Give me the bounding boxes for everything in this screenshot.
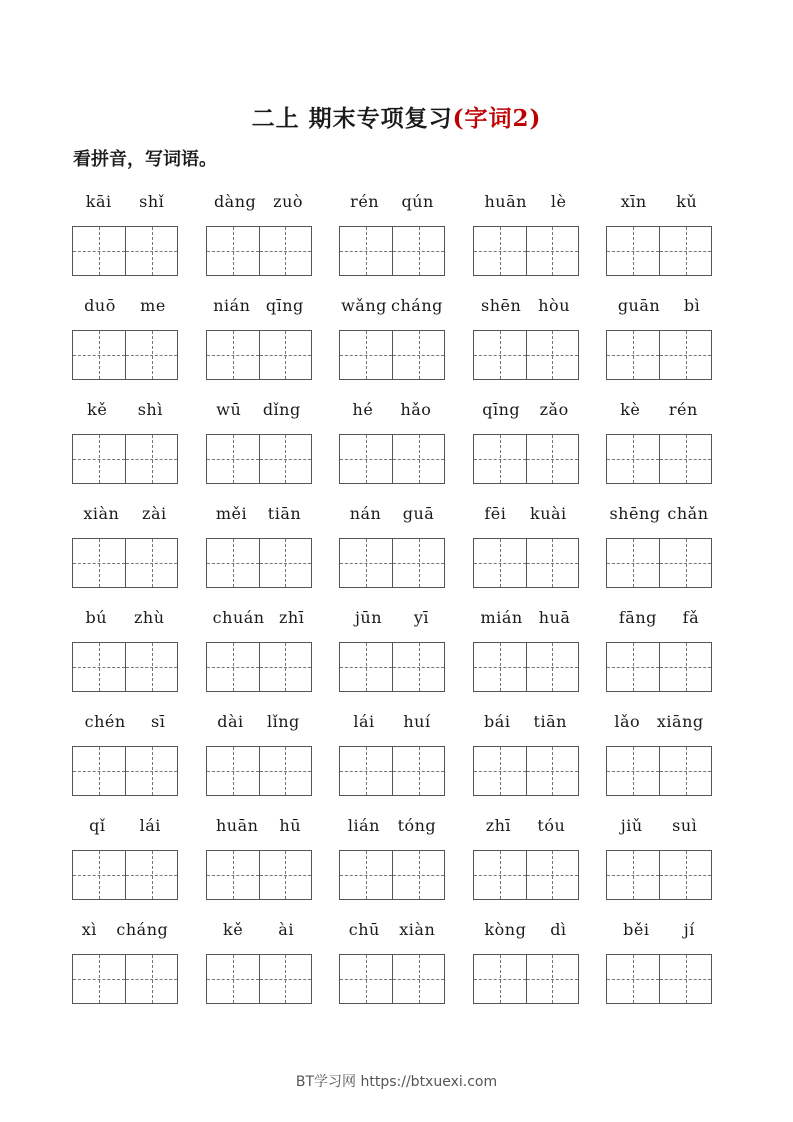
writing-box[interactable] <box>207 227 259 275</box>
pinyin-syllable: fǎ <box>682 607 700 627</box>
pinyin-label <box>606 394 712 424</box>
pinyin-syllable: huā <box>538 607 571 627</box>
writing-grid <box>606 746 712 796</box>
writing-grid <box>72 642 178 692</box>
pinyin-syllable: tóng <box>397 815 437 835</box>
pinyin-syllable: zhī <box>485 815 512 835</box>
pinyin-syllable: kè <box>620 399 641 419</box>
pinyin-syllable: xiàn <box>399 919 436 939</box>
writing-grid <box>72 954 178 1004</box>
exercise-item <box>606 186 712 290</box>
writing-box[interactable] <box>526 747 578 795</box>
pinyin-label <box>606 706 712 736</box>
pinyin-syllable: lián <box>347 815 380 835</box>
writing-box[interactable] <box>392 747 444 795</box>
writing-box[interactable] <box>259 331 311 379</box>
exercise-item <box>339 706 445 810</box>
pinyin-syllable: lái <box>139 815 161 835</box>
pinyin-syllable: nián <box>213 295 251 315</box>
pinyin-label <box>339 914 445 944</box>
pinyin-label <box>72 290 178 320</box>
writing-grid <box>473 746 579 796</box>
pinyin-label <box>606 498 712 528</box>
writing-grid <box>206 954 312 1004</box>
pinyin-syllable: xì <box>81 919 97 939</box>
exercise-item <box>473 498 579 602</box>
writing-grid <box>606 642 712 692</box>
writing-box[interactable] <box>392 643 444 691</box>
pinyin-label <box>72 186 178 216</box>
writing-box[interactable] <box>125 227 177 275</box>
writing-grid <box>339 850 445 900</box>
pinyin-syllable: hū <box>279 815 302 835</box>
pinyin-label <box>206 914 312 944</box>
pinyin-syllable: suì <box>672 815 698 835</box>
writing-box[interactable] <box>526 539 578 587</box>
writing-grid <box>72 330 178 380</box>
pinyin-syllable: hé <box>352 399 374 419</box>
exercise-item <box>206 186 312 290</box>
pinyin-syllable: cháng <box>391 295 443 315</box>
writing-box[interactable] <box>526 851 578 899</box>
pinyin-syllable: bú <box>85 607 108 627</box>
writing-grid <box>206 538 312 588</box>
pinyin-syllable: jiǔ <box>620 815 643 835</box>
writing-box[interactable] <box>607 747 659 795</box>
pinyin-syllable: zuò <box>273 191 304 211</box>
exercise-item <box>606 810 712 914</box>
exercise-item <box>606 394 712 498</box>
pinyin-label <box>473 394 579 424</box>
writing-grid <box>606 850 712 900</box>
pinyin-syllable: chū <box>348 919 380 939</box>
writing-box[interactable] <box>526 643 578 691</box>
exercise-row <box>72 602 712 706</box>
pinyin-syllable: kǔ <box>676 191 698 211</box>
pinyin-syllable: wū <box>216 399 242 419</box>
writing-box[interactable] <box>340 851 392 899</box>
exercise-item <box>72 706 178 810</box>
exercise-item <box>473 706 579 810</box>
pinyin-syllable: qún <box>401 191 434 211</box>
footer-watermark: BT学习网 https://btxuexi.com <box>295 1074 498 1090</box>
pinyin-syllable: shì <box>137 399 163 419</box>
pinyin-syllable: lǎo <box>614 711 641 731</box>
pinyin-label <box>339 186 445 216</box>
pinyin-syllable: běi <box>623 919 650 939</box>
exercise-item <box>206 706 312 810</box>
pinyin-label <box>72 602 178 632</box>
writing-box[interactable] <box>526 955 578 1003</box>
writing-box[interactable] <box>607 539 659 587</box>
pinyin-syllable: dàng <box>213 191 257 211</box>
writing-grid <box>339 642 445 692</box>
pinyin-label <box>339 394 445 424</box>
writing-box[interactable] <box>392 227 444 275</box>
writing-box[interactable] <box>392 435 444 483</box>
pinyin-label <box>206 394 312 424</box>
exercise-item <box>606 914 712 1018</box>
writing-grid <box>606 226 712 276</box>
writing-grid <box>339 226 445 276</box>
pinyin-syllable: tiān <box>267 503 302 523</box>
writing-grid <box>206 226 312 276</box>
exercise-item <box>473 394 579 498</box>
pinyin-syllable: kuài <box>530 503 567 523</box>
exercise-item <box>473 290 579 394</box>
pinyin-label <box>72 810 178 840</box>
pinyin-label <box>473 186 579 216</box>
writing-box[interactable] <box>392 851 444 899</box>
pinyin-label <box>339 706 445 736</box>
exercise-item <box>206 394 312 498</box>
exercise-row <box>72 290 712 394</box>
pinyin-syllable: huān <box>484 191 527 211</box>
pinyin-syllable: chǎn <box>667 503 709 523</box>
writing-grid <box>72 850 178 900</box>
pinyin-syllable: hòu <box>538 295 570 315</box>
pinyin-syllable: xiāng <box>656 711 704 731</box>
exercise-row <box>72 498 712 602</box>
pinyin-syllable: shēng <box>609 503 661 523</box>
writing-box[interactable] <box>340 643 392 691</box>
writing-box[interactable] <box>207 539 259 587</box>
exercise-item <box>206 602 312 706</box>
writing-grid <box>606 330 712 380</box>
exercise-item <box>72 810 178 914</box>
pinyin-syllable: rén <box>668 399 698 419</box>
writing-box[interactable] <box>259 955 311 1003</box>
exercise-item <box>473 810 579 914</box>
pinyin-syllable: tóu <box>537 815 566 835</box>
exercise-item <box>606 290 712 394</box>
writing-box[interactable] <box>340 747 392 795</box>
writing-box[interactable] <box>340 539 392 587</box>
writing-box[interactable] <box>259 539 311 587</box>
exercise-item <box>72 498 178 602</box>
writing-box[interactable] <box>526 227 578 275</box>
pinyin-syllable: guān <box>617 295 661 315</box>
writing-box[interactable] <box>340 331 392 379</box>
writing-box[interactable] <box>474 955 526 1003</box>
exercise-item <box>206 914 312 1018</box>
writing-box[interactable] <box>607 331 659 379</box>
exercise-item <box>339 602 445 706</box>
pinyin-label <box>339 810 445 840</box>
pinyin-syllable: jūn <box>354 607 383 627</box>
title-main: 二上 期末专项复习 <box>251 105 453 132</box>
pinyin-label <box>72 706 178 736</box>
writing-grid <box>339 538 445 588</box>
writing-box[interactable] <box>73 747 125 795</box>
writing-grid <box>606 954 712 1004</box>
writing-box[interactable] <box>392 331 444 379</box>
pinyin-label <box>606 602 712 632</box>
writing-grid <box>473 538 579 588</box>
writing-grid <box>339 330 445 380</box>
writing-grid <box>473 330 579 380</box>
writing-box[interactable] <box>73 851 125 899</box>
exercise-item <box>72 186 178 290</box>
pinyin-syllable: kě <box>223 919 244 939</box>
writing-box[interactable] <box>659 643 711 691</box>
writing-box[interactable] <box>73 331 125 379</box>
writing-grid <box>339 434 445 484</box>
pinyin-label <box>473 498 579 528</box>
pinyin-syllable: bì <box>683 295 701 315</box>
writing-box[interactable] <box>207 643 259 691</box>
writing-box[interactable] <box>259 435 311 483</box>
writing-box[interactable] <box>607 643 659 691</box>
pinyin-syllable: zǎo <box>539 399 569 419</box>
title-accent: (字词2) <box>452 105 542 132</box>
exercise-item <box>606 706 712 810</box>
pinyin-syllable: zhù <box>133 607 165 627</box>
writing-box[interactable] <box>392 539 444 587</box>
exercise-grid <box>72 186 712 1018</box>
pinyin-syllable: qǐ <box>89 815 106 835</box>
pinyin-syllable: dǐng <box>262 399 301 419</box>
writing-box[interactable] <box>526 435 578 483</box>
writing-box[interactable] <box>207 331 259 379</box>
exercise-item <box>339 290 445 394</box>
pinyin-syllable: shǐ <box>139 191 165 211</box>
pinyin-label <box>473 914 579 944</box>
writing-box[interactable] <box>340 435 392 483</box>
exercise-item <box>606 498 712 602</box>
exercise-item <box>72 290 178 394</box>
pinyin-syllable: hǎo <box>400 399 432 419</box>
pinyin-syllable: kāi <box>85 191 112 211</box>
pinyin-syllable: ài <box>278 919 294 939</box>
pinyin-syllable: xīn <box>620 191 647 211</box>
pinyin-syllable: tiān <box>533 711 567 731</box>
writing-grid <box>206 330 312 380</box>
pinyin-label <box>206 186 312 216</box>
pinyin-syllable: xiàn <box>83 503 120 523</box>
pinyin-syllable: lè <box>550 191 567 211</box>
pinyin-label <box>72 914 178 944</box>
writing-box[interactable] <box>125 851 177 899</box>
pinyin-label <box>206 602 312 632</box>
exercise-row <box>72 186 712 290</box>
writing-box[interactable] <box>659 331 711 379</box>
writing-box[interactable] <box>125 435 177 483</box>
writing-grid <box>72 746 178 796</box>
pinyin-syllable: jí <box>683 919 695 939</box>
pinyin-syllable: wǎng <box>341 295 387 315</box>
writing-box[interactable] <box>207 435 259 483</box>
pinyin-label <box>473 290 579 320</box>
pinyin-label <box>606 186 712 216</box>
pinyin-syllable: fēi <box>484 503 507 523</box>
writing-grid <box>473 954 579 1004</box>
writing-box[interactable] <box>474 539 526 587</box>
exercise-item <box>339 186 445 290</box>
writing-grid <box>606 434 712 484</box>
pinyin-label <box>72 394 178 424</box>
writing-grid <box>606 538 712 588</box>
exercise-row <box>72 706 712 810</box>
pinyin-syllable: lái <box>353 711 375 731</box>
pinyin-label <box>473 602 579 632</box>
exercise-item <box>206 290 312 394</box>
exercise-row <box>72 914 712 1018</box>
pinyin-label <box>339 290 445 320</box>
writing-box[interactable] <box>607 955 659 1003</box>
pinyin-label <box>206 290 312 320</box>
pinyin-syllable: cháng <box>116 919 169 939</box>
writing-grid <box>339 746 445 796</box>
writing-box[interactable] <box>474 435 526 483</box>
writing-box[interactable] <box>607 227 659 275</box>
pinyin-syllable: guā <box>402 503 435 523</box>
pinyin-syllable: me <box>140 295 166 315</box>
writing-box[interactable] <box>474 227 526 275</box>
pinyin-syllable: lǐng <box>267 711 300 731</box>
writing-grid <box>473 642 579 692</box>
pinyin-syllable: chén <box>84 711 126 731</box>
writing-box[interactable] <box>607 851 659 899</box>
exercise-item <box>339 394 445 498</box>
pinyin-syllable: huān <box>215 815 259 835</box>
writing-box[interactable] <box>659 747 711 795</box>
pinyin-syllable: zhī <box>278 607 305 627</box>
pinyin-syllable: rén <box>350 191 380 211</box>
pinyin-label <box>606 914 712 944</box>
writing-box[interactable] <box>607 435 659 483</box>
writing-box[interactable] <box>526 331 578 379</box>
exercise-item <box>72 394 178 498</box>
writing-grid <box>206 850 312 900</box>
pinyin-label <box>339 498 445 528</box>
writing-box[interactable] <box>259 851 311 899</box>
pinyin-syllable: huí <box>403 711 431 731</box>
exercise-item <box>339 498 445 602</box>
writing-box[interactable] <box>659 539 711 587</box>
pinyin-syllable: nán <box>349 503 382 523</box>
exercise-item <box>339 810 445 914</box>
exercise-item <box>606 602 712 706</box>
writing-box[interactable] <box>474 747 526 795</box>
pinyin-label <box>206 498 312 528</box>
pinyin-label <box>206 810 312 840</box>
writing-box[interactable] <box>259 747 311 795</box>
pinyin-syllable: qīng <box>482 399 521 419</box>
exercise-item <box>473 186 579 290</box>
writing-box[interactable] <box>207 747 259 795</box>
exercise-item <box>72 914 178 1018</box>
writing-grid <box>473 434 579 484</box>
pinyin-syllable: fāng <box>618 607 657 627</box>
writing-grid <box>206 434 312 484</box>
pinyin-syllable: kòng <box>484 919 527 939</box>
writing-box[interactable] <box>340 227 392 275</box>
pinyin-syllable: yī <box>413 607 430 627</box>
writing-grid <box>339 954 445 1004</box>
pinyin-label <box>606 290 712 320</box>
pinyin-syllable: sī <box>151 711 166 731</box>
exercise-row <box>72 810 712 914</box>
writing-box[interactable] <box>259 227 311 275</box>
pinyin-label <box>473 706 579 736</box>
writing-box[interactable] <box>125 643 177 691</box>
writing-grid <box>72 434 178 484</box>
writing-box[interactable] <box>207 851 259 899</box>
writing-box[interactable] <box>474 331 526 379</box>
writing-grid <box>72 538 178 588</box>
writing-box[interactable] <box>73 539 125 587</box>
writing-box[interactable] <box>125 955 177 1003</box>
pinyin-syllable: mián <box>480 607 523 627</box>
pinyin-syllable: duō <box>84 295 116 315</box>
writing-box[interactable] <box>659 435 711 483</box>
writing-box[interactable] <box>659 227 711 275</box>
writing-grid <box>473 850 579 900</box>
pinyin-syllable: shēn <box>480 295 522 315</box>
writing-grid <box>206 642 312 692</box>
writing-box[interactable] <box>259 643 311 691</box>
writing-box[interactable] <box>125 747 177 795</box>
writing-box[interactable] <box>207 955 259 1003</box>
pinyin-label <box>606 810 712 840</box>
writing-box[interactable] <box>125 331 177 379</box>
pinyin-label <box>206 706 312 736</box>
page-title <box>0 100 793 133</box>
pinyin-syllable: dài <box>217 711 244 731</box>
pinyin-syllable: měi <box>215 503 248 523</box>
writing-box[interactable] <box>73 643 125 691</box>
writing-box[interactable] <box>340 955 392 1003</box>
pinyin-syllable: bái <box>484 711 511 731</box>
pinyin-syllable: zài <box>142 503 167 523</box>
writing-box[interactable] <box>659 955 711 1003</box>
writing-box[interactable] <box>73 435 125 483</box>
exercise-item <box>339 914 445 1018</box>
pinyin-label <box>473 810 579 840</box>
pinyin-label <box>339 602 445 632</box>
exercise-item <box>72 602 178 706</box>
exercise-item <box>473 602 579 706</box>
writing-box[interactable] <box>73 955 125 1003</box>
writing-box[interactable] <box>474 851 526 899</box>
writing-box[interactable] <box>659 851 711 899</box>
writing-box[interactable] <box>392 955 444 1003</box>
writing-grid <box>473 226 579 276</box>
writing-grid <box>72 226 178 276</box>
pinyin-syllable: kě <box>87 399 108 419</box>
exercise-row <box>72 394 712 498</box>
pinyin-syllable: chuán <box>212 607 265 627</box>
writing-grid <box>206 746 312 796</box>
pinyin-syllable: qīng <box>265 295 304 315</box>
pinyin-syllable: dì <box>550 919 567 939</box>
exercise-item <box>206 498 312 602</box>
writing-box[interactable] <box>73 227 125 275</box>
exercise-item <box>473 914 579 1018</box>
writing-box[interactable] <box>474 643 526 691</box>
pinyin-label <box>72 498 178 528</box>
instruction: 看拼音，写词语。 <box>73 149 217 170</box>
exercise-item <box>206 810 312 914</box>
writing-box[interactable] <box>125 539 177 587</box>
